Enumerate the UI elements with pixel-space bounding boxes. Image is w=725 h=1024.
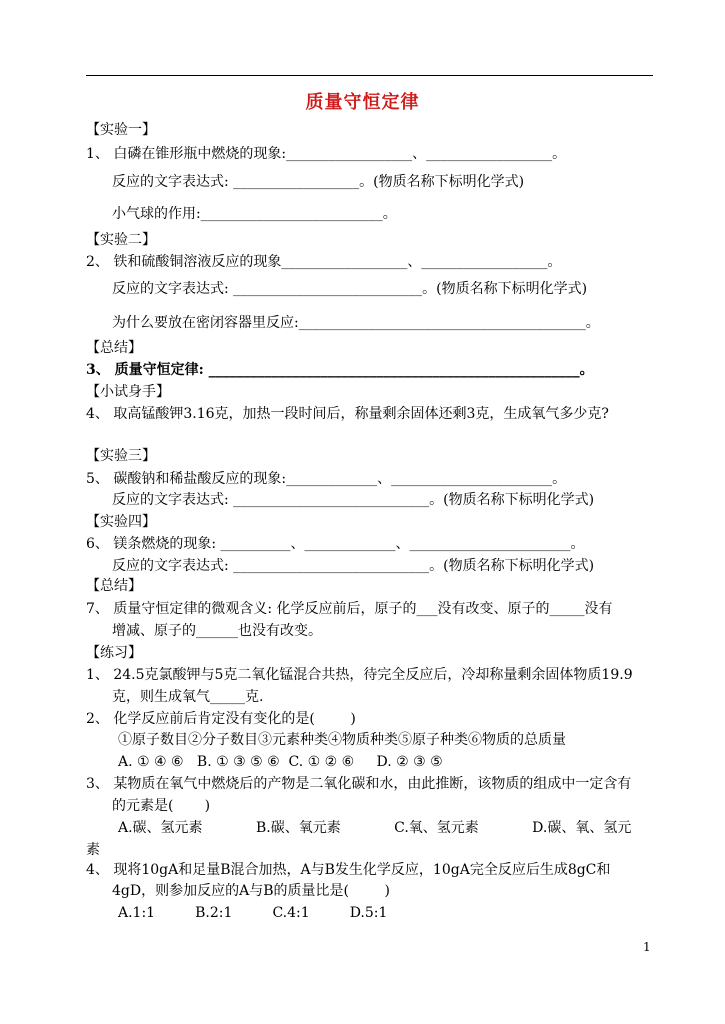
text-line: 反应的文字表达式: ____________________________。(物质名称下标明化学式) — [112, 492, 595, 508]
text-line: 6、 镁条燃烧的现象: __________、_____________、_______________________。 — [86, 536, 585, 552]
text-line: ①原子数目②分子数目③元素种类④物质种类⑤原子种类⑥物质的总质量 — [118, 732, 566, 748]
page-number: 1 — [643, 940, 651, 954]
text-line: 的元素是( ) — [112, 798, 211, 814]
text-line: 5、 碳酸钠和稀盐酸反应的现象:_____________、_______________________。 — [86, 471, 567, 487]
text-line: 【总结】 — [86, 578, 142, 594]
text-line: 3、 质量守恒定律: _____________________________________________________。 — [86, 362, 594, 378]
page-title: 质量守恒定律 — [305, 92, 420, 113]
header-rule — [86, 75, 653, 76]
text-line: 【实验三】 — [86, 448, 156, 464]
text-line: 【总结】 — [86, 340, 142, 356]
text-line: 反应的文字表达式: ___________________________。(物质名称下标明化学式) — [112, 281, 588, 297]
text-line: 【实验二】 — [86, 232, 156, 248]
text-line: 4、 取高锰酸钾3.16克，加热一段时间后，称量剩余固体还剩3克，生成氧气多少克? — [86, 406, 609, 422]
text-line: 增减、原子的______也没有改变。 — [112, 623, 322, 639]
text-line: 【练习】 — [86, 645, 142, 661]
text-line: 1、 24.5克氯酸钾与5克二氧化锰混合共热，待完全反应后，冷却称量剩余固体物质19.9 — [86, 667, 633, 683]
text-line: 为什么要放在密闭容器里反应:_________________________________________。 — [112, 315, 600, 331]
text-line: 4、 现将10gA和足量B混合加热，A与B发生化学反应，10gA完全反应后生成8gC和 — [86, 862, 611, 878]
text-line: A. ① ④ ⑥ B. ① ③ ⑤ ⑥ C. ① ② ⑥ D. ② ③ ⑤ — [118, 754, 443, 770]
text-line: 素 — [86, 842, 100, 858]
text-line: A.1:1 B.2:1 C.4:1 D.5:1 — [118, 905, 388, 921]
text-line: 小气球的作用:__________________________。 — [112, 206, 397, 222]
text-line: 1、 白磷在锥形瓶中燃烧的现象:__________________、__________________。 — [86, 146, 567, 162]
text-line: 克，则生成氧气_____克. — [112, 689, 264, 705]
text-line: 【实验一】 — [86, 122, 156, 138]
text-line: 3、 某物质在氧气中燃烧后的产物是二氧化碳和水，由此推断，该物质的组成中一定含有 — [86, 776, 632, 792]
text-line: 反应的文字表达式: ____________________________。(物质名称下标明化学式) — [112, 558, 595, 574]
text-line: 2、 铁和硫酸铜溶液反应的现象__________________、__________________。 — [86, 254, 562, 270]
text-line: 【小试身手】 — [86, 384, 170, 400]
text-line: 4gD，则参加反应的A与B的质量比是( ) — [112, 883, 391, 899]
text-line: 2、 化学反应前后肯定没有变化的是( ) — [86, 711, 356, 727]
text-line: 【实验四】 — [86, 514, 156, 530]
text-line: 7、 质量守恒定律的微观含义: 化学反应前后，原子的___没有改变、原子的_____没有 — [86, 601, 613, 617]
text-line: A.碳、氢元素 B.碳、氧元素 C.氧、氢元素 D.碳、氧、氢元 — [118, 820, 632, 836]
text-line: 反应的文字表达式: __________________。(物质名称下标明化学式) — [112, 174, 525, 190]
